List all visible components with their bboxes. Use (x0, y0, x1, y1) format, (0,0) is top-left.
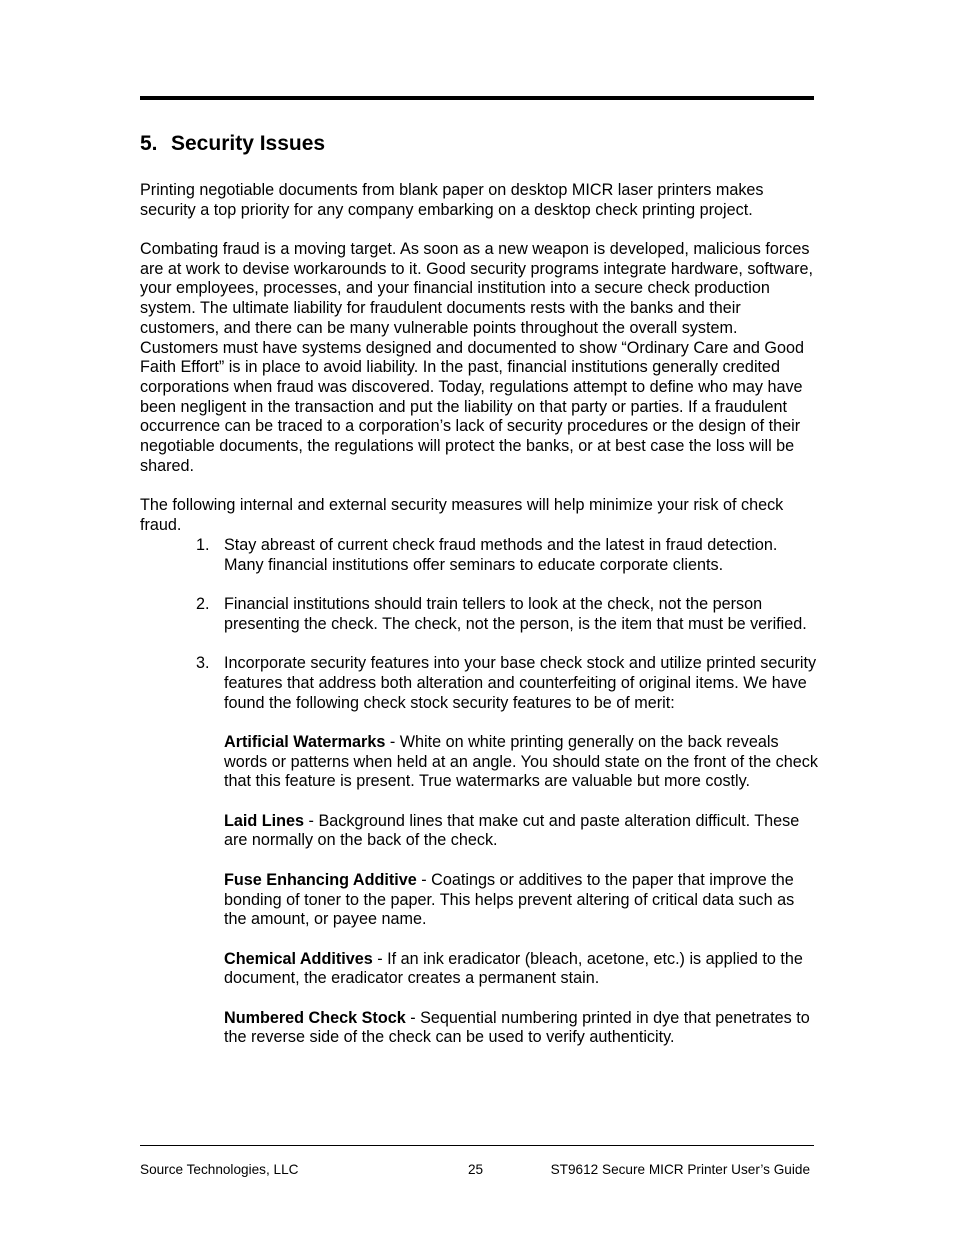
feature-fuse-enhancing-additive (224, 871, 820, 930)
section-title: Security Issues (171, 132, 326, 155)
measures-paragraph: The following internal and external security measures will help minimize your risk of check fraud. (140, 496, 784, 534)
feature-laid-lines (224, 812, 820, 851)
list-item (196, 536, 820, 575)
section-number: 5. (140, 132, 158, 155)
feature-term: Laid Lines (224, 811, 305, 830)
footer-page-number: 25 (468, 1162, 484, 1177)
document-page (140, 0, 818, 1235)
feature-term: Chemical Additives (224, 949, 373, 968)
footer-guide-title: ST9612 Secure MICR Printer User’s Guide (550, 1162, 810, 1177)
feature-description: - White on white printing generally on the back reveals words or patterns when held at an angle. You should state on the front of the check that this feature is present. True watermarks are valuable but more costly. (224, 732, 818, 791)
list-item (196, 595, 820, 634)
list-item-text: Stay abreast of current check fraud methods and the latest in fraud detection. Many financial institutions offer seminars to educate corporate clients. (224, 536, 778, 574)
feature-artificial-watermarks (224, 733, 820, 792)
list-item (196, 654, 820, 1048)
feature-description: - Coatings or additives to the paper that improve the bonding of toner to the paper. This helps prevent altering of critical data such as the amount, or payee name. (224, 870, 795, 929)
feature-term: Fuse Enhancing Additive (224, 870, 417, 889)
feature-description: - If an ink eradicator (bleach, acetone, etc.) is applied to the document, the eradicator creates a permanent stain. (224, 949, 803, 988)
list-item-text: Incorporate security features into your base check stock and utilize printed security features that address both alteration and counterfeiting of original items. We have found the following check stock security features to be of merit: (224, 654, 817, 712)
list-item-text: Financial institutions should train tellers to look at the check, not the person presenting the check. The check, not the person, is the item that must be verified. (224, 595, 807, 633)
feature-term: Artificial Watermarks (224, 732, 386, 751)
intro-paragraph: Printing negotiable documents from blank paper on desktop MICR laser printers makes security a top priority for any company embarking on a desktop check printing project. (140, 181, 764, 219)
list-item-number: 3. (196, 654, 210, 673)
feature-chemical-additives (224, 950, 820, 989)
feature-description: - Background lines that make cut and paste alteration difficult. These are normally on the back of the check. (224, 811, 800, 850)
header-rule (140, 96, 814, 100)
security-measures-list (196, 536, 820, 1068)
footer-company: Source Technologies, LLC (140, 1162, 299, 1177)
feature-term: Numbered Check Stock (224, 1008, 406, 1027)
section-heading (140, 130, 325, 158)
list-item-number: 2. (196, 595, 210, 614)
list-item-number: 1. (196, 536, 210, 554)
feature-description: - Sequential numbering printed in dye that penetrates to the reverse side of the check can be used to verify authenticity. (224, 1008, 810, 1047)
footer-rule (140, 1145, 814, 1146)
fraud-paragraph: Combating fraud is a moving target. As soon as a new weapon is developed, malicious forces are at work to devise workarounds to it. Good security programs integrate hardware, software, your employees, processes, and your financial institution into a secure check production system. The ultimate liability for fraudulent documents rests with the banks and their customers, and there can be many vulnerable points throughout the overall system. Customers must have systems designed and documented to show “Ordinary Care and Good Faith Effort” is in place to avoid liability. In the past, financial institutions generally credited corporations when fraud was discovered. Today, regulations attempt to define who may have been negligent in the transaction and put the liability on that party or parties. If a fraudulent occurrence can be traced to a corporation’s lack of security procedures or the design of their negotiable documents, the regulations will protect the banks, or at best case the loss will be shared. (140, 240, 813, 475)
feature-numbered-check-stock (224, 1009, 820, 1048)
